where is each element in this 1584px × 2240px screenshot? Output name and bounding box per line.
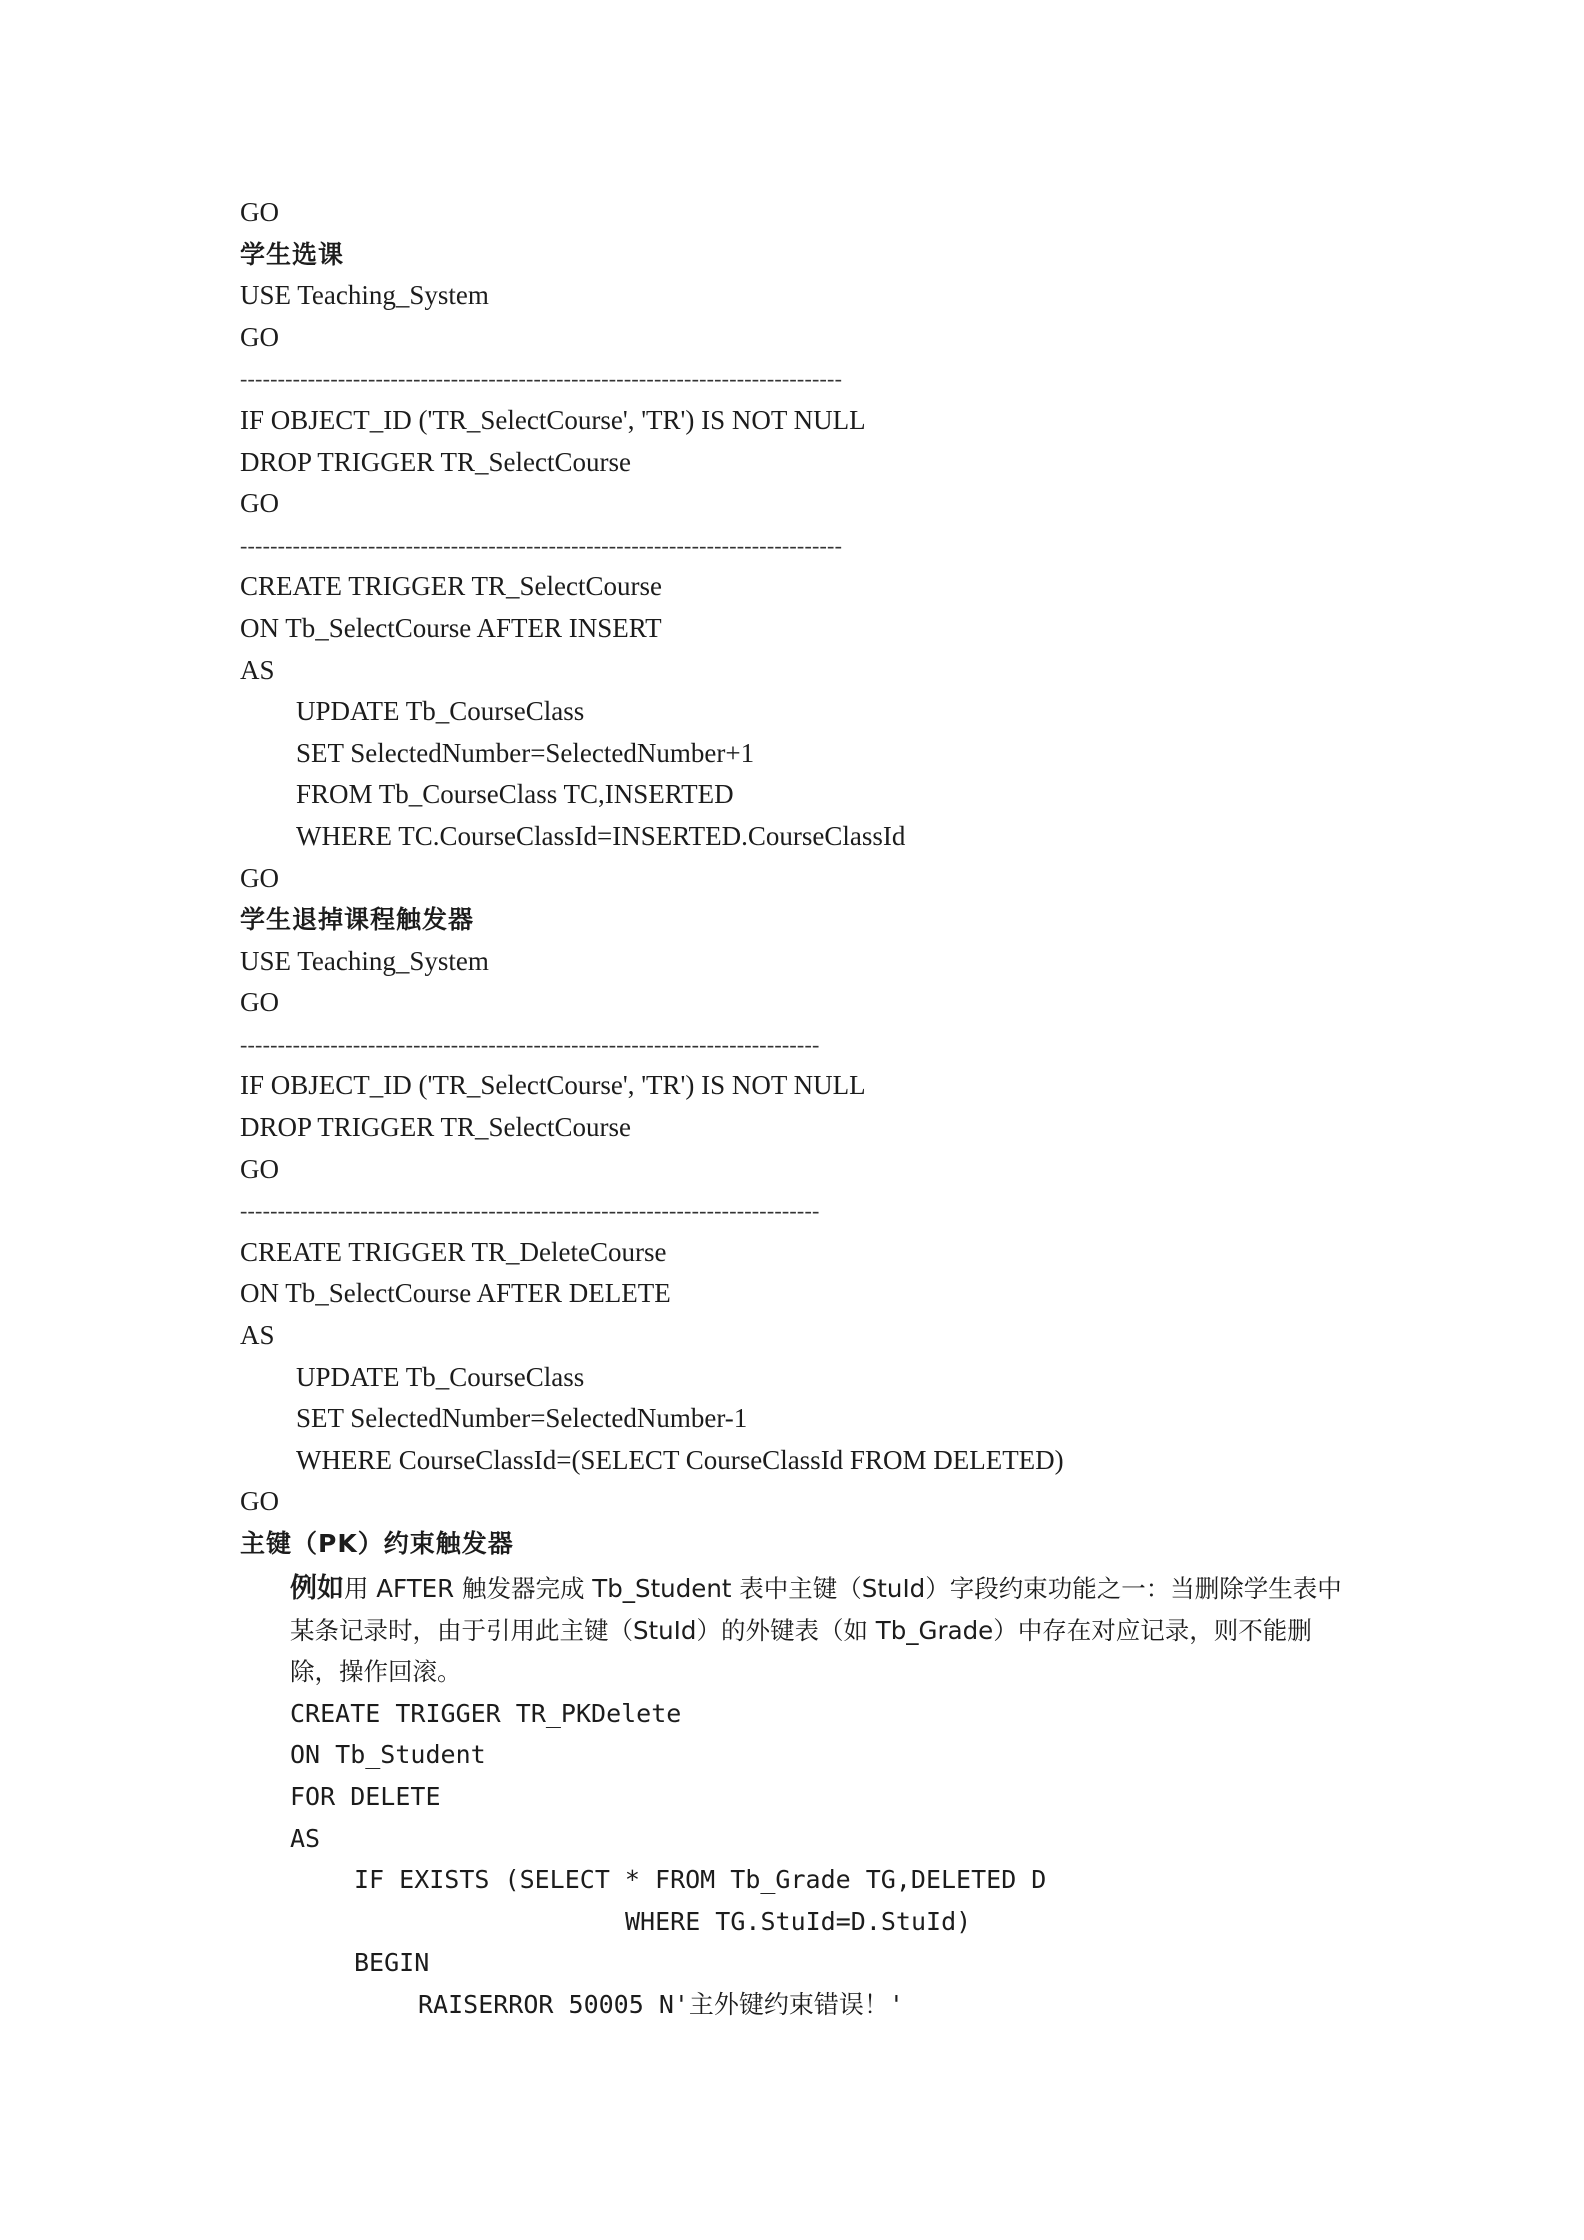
code-line: IF EXISTS (SELECT * FROM Tb_Grade TG,DELETED D [354,1865,1047,1895]
example-paragraph [290,1568,1350,1693]
code-line: GO [240,862,279,893]
code-line: FOR DELETE [290,1781,441,1811]
code-line: IF OBJECT_ID ('TR_SelectCourse', 'TR') IS NOT NULL [240,404,866,435]
code-line: ON Tb_SelectCourse AFTER INSERT [240,612,662,643]
code-line: GO [240,197,279,227]
code-line: CREATE TRIGGER TR_SelectCourse [240,571,662,602]
section-heading-select-course: 学生选课 [240,239,345,269]
code-line: GO [240,1486,279,1517]
code-line: WHERE CourseClassId=(SELECT CourseClassId FROM DELETED) [296,1444,1064,1475]
code-line: ON Tb_SelectCourse AFTER DELETE [240,1278,671,1309]
code-line: FROM Tb_CourseClass TC,INSERTED [296,779,734,810]
code-line: BEGIN [354,1948,430,1978]
code-line: WHERE TC.CourseClassId=INSERTED.CourseClassId [296,820,906,851]
code-line: GO [240,1153,279,1184]
sql-script-block [240,192,1380,1565]
code-line: CREATE TRIGGER TR_PKDelete [290,1698,682,1728]
divider-line: -------------------------------------------------------------------------------- [240,366,843,392]
code-line: SET SelectedNumber=SelectedNumber-1 [296,1403,748,1434]
example-text: 用 AFTER 触发器完成 Tb_Student 表中主键（StuId）字段约束功能之一：当删除学生表中某条记录时，由于引用此主键（StuId）的外键表（如 Tb_Grade）中存在对应记录，则不能删除，操作回滚。 [290,1574,1342,1687]
code-line: GO [240,488,279,519]
section-heading-drop-course: 学生退掉课程触发器 [240,905,475,935]
code-line: DROP TRIGGER TR_SelectCourse [240,446,631,477]
section-heading-pk-trigger: 主键（PK）约束触发器 [240,1529,514,1558]
code-line: USE Teaching_System [240,945,489,976]
code-line: USE Teaching_System [240,280,489,311]
code-line: CREATE TRIGGER TR_DeleteCourse [240,1236,667,1267]
code-line: IF OBJECT_ID ('TR_SelectCourse', 'TR') IS NOT NULL [240,1070,866,1101]
code-line: GO [240,987,279,1018]
example-block [290,1568,1390,2026]
code-line: SET SelectedNumber=SelectedNumber+1 [296,737,755,768]
divider-line: ----------------------------------------------------------------------------- [240,1198,820,1224]
code-line: GO [240,321,279,352]
example-lead: 例如 [290,1573,344,1604]
code-line: UPDATE Tb_CourseClass [296,1361,585,1392]
code-line: WHERE TG.StuId=D.StuId) [625,1906,972,1936]
code-line: AS [290,1823,321,1853]
divider-line: ----------------------------------------------------------------------------- [240,1031,820,1057]
code-line: DROP TRIGGER TR_SelectCourse [240,1112,631,1143]
divider-line: -------------------------------------------------------------------------------- [240,532,843,558]
code-line: AS [240,654,275,685]
code-line: UPDATE Tb_CourseClass [296,696,585,727]
code-line: AS [240,1320,275,1351]
code-line: ON Tb_Student [290,1740,486,1770]
code-line: RAISERROR 50005 N'主外键约束错误！' [418,1989,904,2019]
